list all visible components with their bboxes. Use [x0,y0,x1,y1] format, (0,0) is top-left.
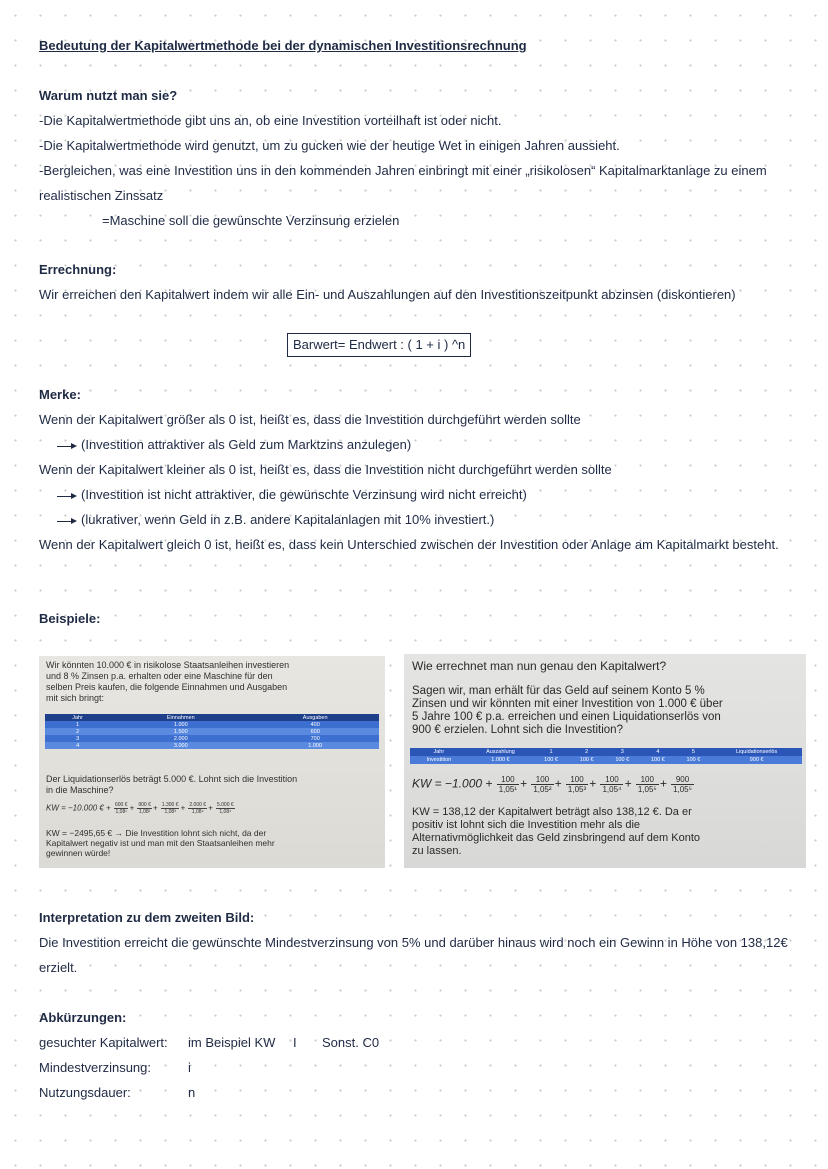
p1-frac-num: 900 € [138,802,151,808]
why-heading: Warum nutzt man sie? [39,88,178,103]
p2-intro-1: Sagen wir, man erhält für das Geld auf seinem Konto 5 % [412,685,705,697]
p2-cell: 5 [676,748,712,756]
note-line-2-text: (Investition attraktiver als Geld zum Marktzins anzulegen) [81,437,412,452]
p2-formula: KW = −1.000 + $\frac{100}{\text{1,05¹}}$ + $\frac{100}{\text{1,05²}}$ + $\frac{100}{\text{1,05³}}$ + $\frac{100}{\text{1,05⁴}}$ + $\frac{100}{\text{1,05⁵}}$ + $\frac{900}{\text{1,05⁵}}$ [412,775,692,794]
p2-cell: Jahr [410,748,468,756]
arrow-right-icon [57,441,79,451]
p1-formula: KW = −10.000 € + $\frac{600 €}{\text{1,08¹}}$ + $\frac{900 €}{\text{1,08²}}$ + $\frac{1.300 €}{\text{1,08³}}$ + $\frac{2.000 €}{\text{1,08⁴}}$ + $\frac{5.000 €}{\text{1,08⁴}}$ [46,802,234,815]
example-photo-1 [39,656,385,868]
p2-cell: 100 € [533,756,569,764]
p2-frac-den: 1,05¹ [498,785,517,794]
p1-cell: 3 [45,735,110,742]
arrow-right-icon [57,491,79,501]
p1-frac-den: 1,08⁴ [219,809,232,815]
p2-frac-num: 100 [636,775,659,785]
page-title: Bedeutung der Kapitalwertmethode bei der dynamischen Investitionsrechnung [39,38,527,53]
p1-table [45,714,379,749]
abbr-label-1: gesuchter Kapitalwert: [39,1035,168,1050]
p1-th-income: Einnahmen [110,714,251,721]
p1-th-year: Jahr [45,714,110,721]
p2-question: Wie errechnet man nun genau den Kapitalwert? [412,659,667,673]
p1-fraction [216,802,235,815]
note-line-1: Wenn der Kapitalwert größer als 0 ist, heißt es, dass die Investition durchgeführt werden sollte [39,412,581,427]
p1-cell: 2.000 [110,735,251,742]
p2-fraction [671,775,694,794]
p2-fraction [636,775,659,794]
p1-frac-den: 1,08³ [164,809,176,815]
p1-intro-2: und 8 % Zinsen p.a. erhalten oder eine Maschine für den [46,671,273,681]
table-row [45,728,379,735]
p2-frac-den: 1,05³ [567,785,587,794]
p1-frac-den: 1,08² [138,809,151,815]
note-line-5 [57,512,494,528]
p2-fraction [497,775,519,794]
abbr-value-3: n [188,1085,196,1100]
table-row [45,721,379,728]
p2-frac-num: 100 [497,775,519,785]
p2-fraction [566,775,588,794]
p1-result-2: Kapitalwert negativ ist und man mit den Staatsanleihen mehr [46,838,275,848]
p1-cell: 1.500 [110,728,251,735]
p2-intro-3: 5 Jahre 100 € p.a. erreichen und einen Liquidationserlös von [412,711,721,723]
calc-text: Wir erreichen den Kapitalwert indem wir alle Ein- und Auszahlungen auf den Investitionszeitpunkt abzinsen (diskontieren) [39,287,736,302]
abbr-value-1: im Beispiel KW [188,1035,276,1050]
table-row [410,756,802,764]
note-line-4-text: (Investition ist nicht attraktiver, die gewünschte Verzinsung wird nicht erreicht) [81,487,527,502]
why-line-3: -Bergleichen, was eine Investition uns in den kommenden Jahren einbringt mit einer „risikolosen“ Kapitalmarktanlage zu einem [39,163,767,178]
p1-frac-num: 1.300 € [161,802,179,808]
p2-result-4: zu lassen. [412,845,462,857]
abbr-other-1: Sonst. C0 [322,1035,380,1050]
interpretation-line-2: erzielt. [39,960,78,975]
why-line-4: realistischen Zinssatz [39,188,164,203]
interpretation-line-1: Die Investition erreicht die gewünschte Mindestverzinsung von 5% und darüber hinaus wird noch ein Gewinn in Höhe von 138,12€ [39,935,788,950]
p1-fraction [114,802,129,815]
p1-frac-den: 1,08¹ [115,809,127,815]
p2-cell: 3 [604,748,640,756]
note-line-4 [57,487,527,503]
abbr-separator: I [293,1035,297,1050]
p2-result-3: Alternativmöglichkeit das Geld zinsbringend auf dem Konto [412,832,700,844]
note-heading: Merke: [39,387,81,402]
example-photo-2 [404,654,806,868]
p1-cell: 4 [45,742,110,749]
p2-cell: 100 € [640,756,676,764]
p2-cell: Investition [410,756,468,764]
p1-cell: 1 [45,721,110,728]
p2-intro-2: Zinsen und wir könnten mit einer Investition von 1.000 € über [412,698,723,710]
p1-fraction [137,802,152,815]
p2-kw-prefix: KW = −1.000 + [412,776,493,791]
table-row [410,748,802,756]
p2-cell: 100 € [676,756,712,764]
interpretation-heading: Interpretation zu dem zweiten Bild: [39,910,255,925]
p1-fraction [161,802,180,815]
why-line-1: -Die Kapitalwertmethode gibt uns an, ob eine Investition vorteilhaft ist oder nicht. [39,113,502,128]
why-line-5: =Maschine soll die gewünschte Verzinsung erzielen [102,213,400,228]
p1-cell: 400 [251,721,379,728]
p1-cell: 2 [45,728,110,735]
p2-cell: 1 [533,748,569,756]
p1-result-3: gewinnen würde! [46,848,111,858]
p1-frac-num: 5.000 € [216,802,234,808]
p2-cell: 100 € [604,756,640,764]
p2-frac-den: 1,05⁴ [602,785,622,794]
p1-question-1: Der Liquidationserlös beträgt 5.000 €. Lohnt sich die Investition [46,774,298,784]
p1-frac-den: 1,08⁴ [191,809,204,815]
p2-frac-den: 1,05⁵ [637,785,657,794]
p2-frac-num: 100 [531,775,553,785]
p2-cell: 4 [640,748,676,756]
p2-cell: 1.000 € [468,756,534,764]
p1-fraction [188,802,207,815]
p2-fraction [531,775,553,794]
formula-box: Barwert= Endwert : ( 1 + i ) ^n [287,333,471,357]
p2-result-2: positiv ist lohnt sich die Investition mehr als die [412,819,641,831]
p2-cell: Auszahlung [468,748,534,756]
p2-frac-den: 1,05⁵ [673,785,692,794]
abbr-label-2: Mindestverzinsung: [39,1060,151,1075]
p2-result-1: KW = 138,12 der Kapitalwert beträgt also 138,12 €. Da er [412,806,692,818]
p2-intro-4: 900 € erzielen. Lohnt sich die Investition? [412,724,623,736]
p1-intro-4: mit sich bringt: [46,693,105,703]
examples-heading: Beispiele: [39,611,101,626]
p2-frac-den: 1,05² [533,785,552,794]
abbr-label-3: Nutzungsdauer: [39,1085,131,1100]
p2-cell: 100 € [569,756,605,764]
why-line-2: -Die Kapitalwertmethode wird genutzt, um zu gucken wie der heutige Wet in einigen Jahren aussieht. [39,138,620,153]
note-line-2 [57,437,411,453]
abbr-heading: Abkürzungen: [39,1010,127,1025]
p1-cell: 1.000 [251,742,379,749]
abbr-value-2: i [188,1060,191,1075]
p2-frac-num: 100 [566,775,588,785]
p1-intro-1: Wir könnten 10.000 € in risikolose Staatsanleihen investieren [46,660,290,670]
p1-intro-3: selben Preis kaufen, die folgende Einnahmen und Ausgaben [46,682,288,692]
table-row [45,742,379,749]
p1-th-expense: Ausgaben [251,714,379,721]
p1-question-2: in die Maschine? [46,785,114,795]
table-row [45,735,379,742]
note-line-3: Wenn der Kapitalwert kleiner als 0 ist, heißt es, dass die Investition nicht durchgeführt werden sollte [39,462,612,477]
p2-frac-num: 900 [671,775,694,785]
p1-cell: 1.000 [110,721,251,728]
p1-cell: 700 [251,735,379,742]
p2-fraction [600,775,623,794]
p2-cell: 900 € [711,756,802,764]
p1-result-1: KW = −2495,65 € → Die Investition lohnt sich nicht, da der [46,828,267,838]
note-line-5-text: (lukrativer, wenn Geld in z.B. andere Kapitalanlagen mit 10% investiert.) [81,512,495,527]
p2-table [410,748,802,764]
p1-cell: 3.000 [110,742,251,749]
note-line-6: Wenn der Kapitalwert gleich 0 ist, heißt es, dass kein Unterschied zwischen der Investition oder Anlage am Kapitalmarkt besteht. [39,537,779,552]
p2-cell: Liquidationserlös [711,748,802,756]
p2-frac-num: 100 [600,775,623,785]
p1-cell: 600 [251,728,379,735]
p1-frac-num: 2.000 € [189,802,207,808]
p2-cell: 2 [569,748,605,756]
calc-heading: Errechnung: [39,262,117,277]
p1-frac-num: 600 € [114,802,128,808]
arrow-right-icon [57,516,79,526]
p1-kw-prefix: KW = −10.000 € + [46,803,111,813]
